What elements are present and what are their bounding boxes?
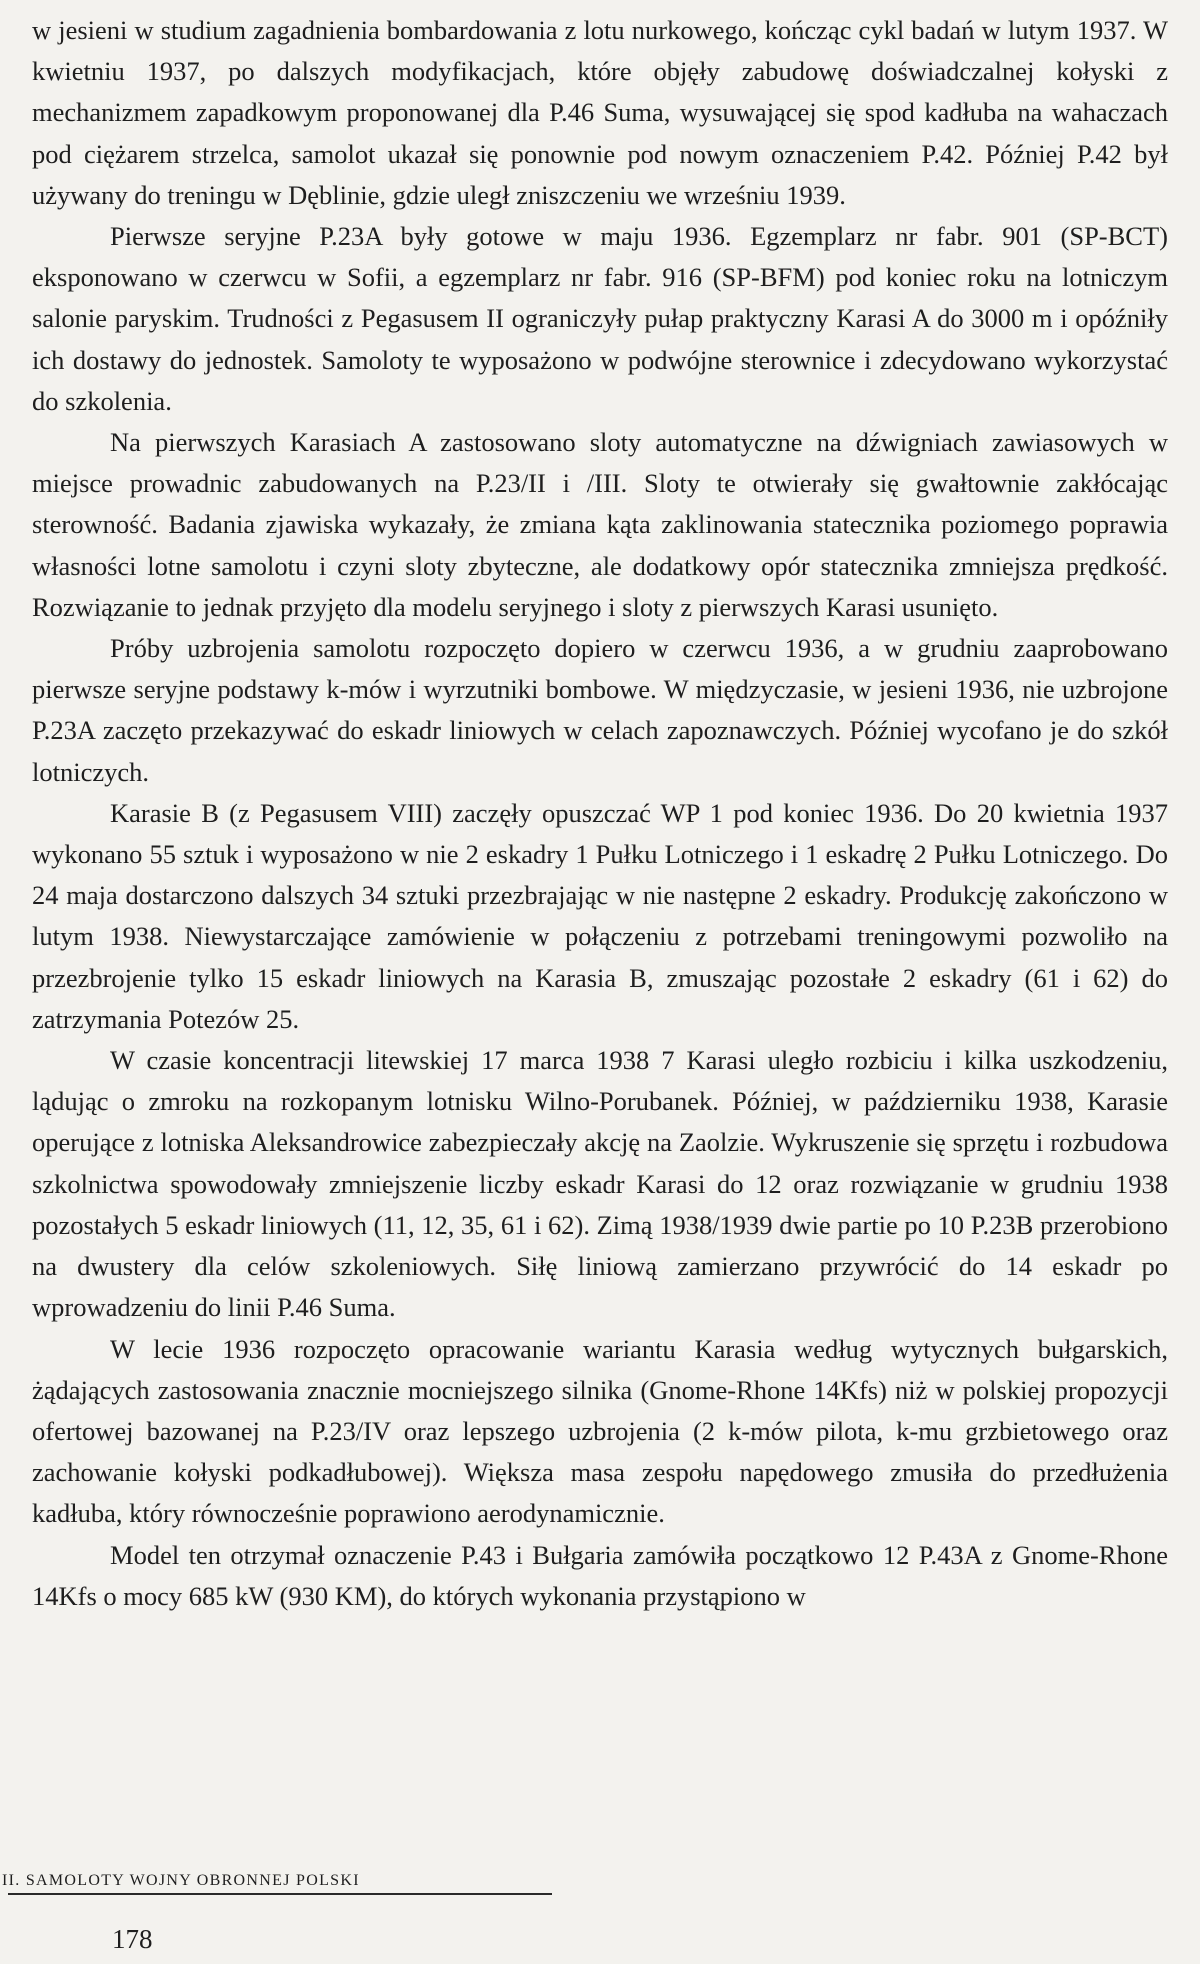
paragraph-7: W lecie 1936 rozpoczęto opracowanie wariantu Karasia według wytycznych bułgarskich, żądających zastosowania znacznie mocniejszego silnika (Gnome-Rhone 14Kfs) niż w polskiej propozycji ofertowej bazowanej na P.23/IV oraz lepszego uzbrojenia (2 k-mów pilota, k-mu grzbietowego oraz zachowanie kołyski podkadłubowej). Większa masa zespołu napędowego zmusiła do przedłużenia kadłuba, który równocześnie poprawiono aerodynamicznie.	[32, 1333, 1168, 1529]
running-head: II. SAMOLOTY WOJNY OBRONNEJ POLSKI	[2, 1872, 360, 1889]
page-number: 178	[112, 1924, 153, 1954]
paragraph-6: W czasie koncentracji litewskiej 17 marca 1938 7 Karasi uległo rozbiciu i kilka uszkodzeniu, lądując o zmroku na rozkopanym lotnisku Wilno-Porubanek. Później, w październiku 1938, Karasie operujące z lotniska Aleksandrowice zabezpieczały akcję na Zaolzie. Wykruszenie się sprzętu i rozbudowa szkolnictwa spowodowały zmniejszenie liczby eskadr Karasi do 12 oraz rozwiązanie w grudniu 1938 pozostałych 5 eskadr liniowych (11, 12, 35, 61 i 62). Zimą 1938/1939 dwie partie po 10 P.23B przerobiono na dwustery dla celów szkoleniowych. Siłę liniową zamierzano przywrócić do 14 eskadr po wprowadzeniu do linii P.46 Suma.	[32, 1045, 1168, 1323]
paragraph-4: Próby uzbrojenia samolotu rozpoczęto dopiero w czerwcu 1936, a w grudniu zaaprobowano pierwsze seryjne podstawy k-mów i wyrzutniki bombowe. W międzyczasie, w jesieni 1936, nie uzbrojone P.23A zaczęto przekazywać do eskadr liniowych w celach zapoznawczych. Później wycofano je do szkół lotniczych.	[32, 633, 1168, 787]
paragraph-2: Pierwsze seryjne P.23A były gotowe w maju 1936. Egzemplarz nr fabr. 901 (SP-BCT) eksponowano w czerwcu w Sofii, a egzemplarz nr fabr. 916 (SP-BFM) pod koniec roku na lotniczym salonie paryskim. Trudności z Pegasusem II ograniczyły pułap praktyczny Karasi A do 3000 m i opóźniły ich dostawy do jednostek. Samoloty te wyposażono w podwójne sterownice i zdecydowano wykorzystać do szkolenia.	[32, 221, 1168, 416]
body-text	[32, 10, 1168, 1617]
paragraph-5: Karasie B (z Pegasusem VIII) zaczęły opuszczać WP 1 pod koniec 1936. Do 20 kwietnia 1937 wykonano 55 sztuk i wyposażono w nie 2 eskadry 1 Pułku Lotniczego i 1 eskadrę 2 Pułku Lotniczego. Do 24 maja dostarczono dalszych 34 sztuki przezbrajając w nie następne 2 eskadry. Produkcję zakończono w lutym 1938. Niewystarczające zamówienie w połączeniu z potrzebami treningowymi pozwoliło na przezbrojenie tylko 15 eskadr liniowych na Karasia B, zmuszając pozostałe 2 eskadry (61 i 62) do zatrzymania Potezów 25.	[32, 797, 1168, 1034]
paragraph-3: Na pierwszych Karasiach A zastosowano sloty automatyczne na dźwigniach zawiasowych w miejsce prowadnic zabudowanych na P.23/II i /III. Sloty te otwierały się gwałtownie zakłócając sterowność. Badania zjawiska wykazały, że zmiana kąta zaklinowania statecznika poziomego poprawia własności lotne samolotu i czyni sloty zbyteczne, ale dodatkowy opór statecznika zmniejsza prędkość. Rozwiązanie to jednak przyjęto dla modelu seryjnego i sloty z pierwszych Karasi usunięto.	[32, 427, 1168, 622]
paragraph-1: w jesieni w studium zagadnienia bombardowania z lotu nurkowego, kończąc cykl badań w lutym 1937. W kwietniu 1937, po dalszych modyfikacjach, które objęły zabudowę doświadczalnej kołyski z mechanizmem zapadkowym proponowanej dla P.46 Suma, wysuwającej się spod kadłuba na wahaczach pod ciężarem strzelca, samolot ukazał się ponownie pod nowym oznaczeniem P.42. Później P.42 był używany do treningu w Dęblinie, gdzie uległ zniszczeniu we wrześniu 1939.	[32, 15, 1168, 210]
footer-rule	[8, 1893, 552, 1895]
paragraph-8: Model ten otrzymał oznaczenie P.43 i Bułgaria zamówiła początkowo 12 P.43A z Gnome-Rhone 14Kfs o mocy 685 kW (930 KM), do których wykonania przystąpiono w	[32, 1539, 1168, 1611]
